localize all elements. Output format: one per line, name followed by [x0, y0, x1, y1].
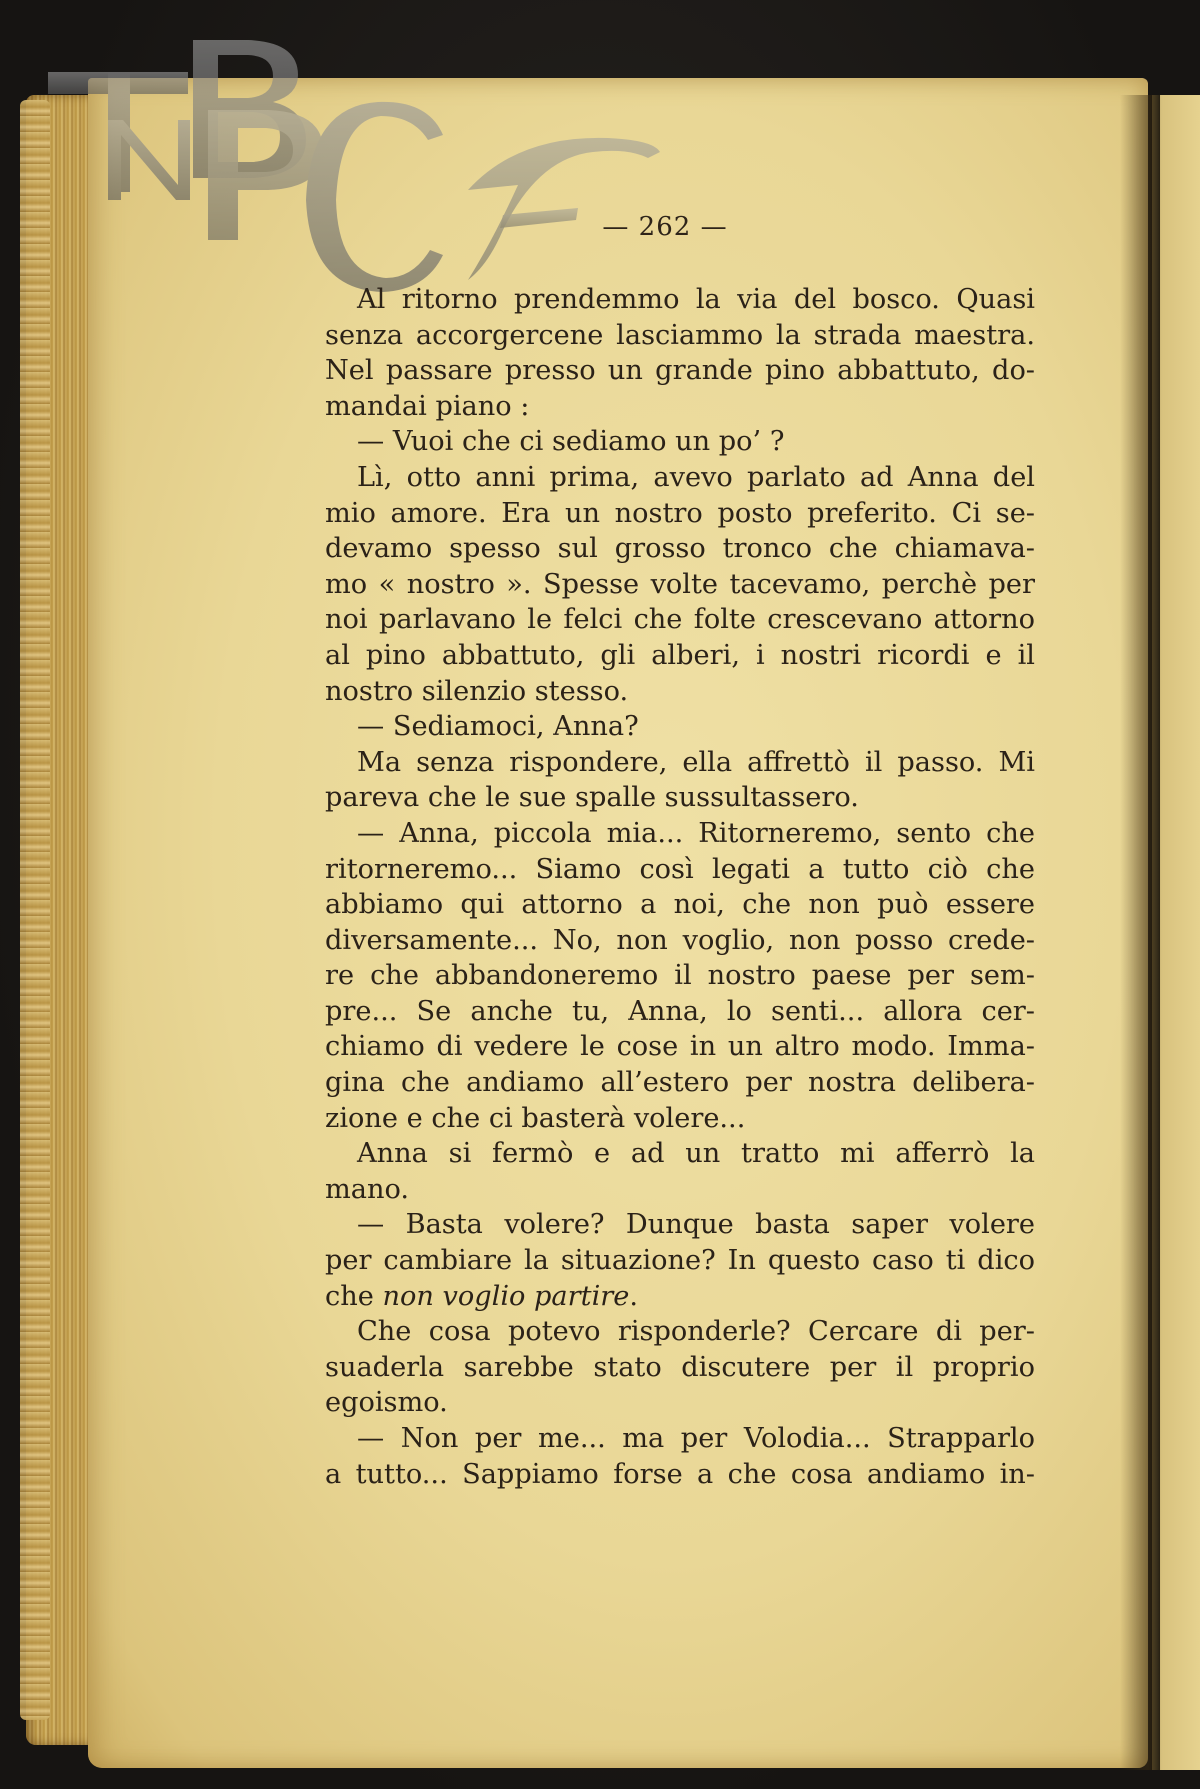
- text-line: [325, 1350, 1035, 1386]
- text-line-content: senza accorgercene lasciammo la strada maestra.: [325, 319, 1035, 351]
- text-line: [325, 1207, 1035, 1243]
- text-line-content: mano.: [325, 1173, 410, 1205]
- text-line-content: — Non per me... ma per Volodia... Strapparlo: [357, 1423, 1035, 1454]
- text-line: [325, 1314, 1035, 1350]
- text-line-content: Che cosa potevo risponderle? Cercare di per-: [357, 1316, 1035, 1348]
- text-line-content: nostro silenzio stesso.: [325, 675, 629, 707]
- torn-page-edges: [20, 100, 50, 1720]
- text-line: [325, 780, 1035, 816]
- text-line-content: al pino abbattuto, gli alberi, i nostri ricordi e il: [325, 639, 1035, 671]
- text-line-content: suaderla sarebbe stato discutere per il proprio: [325, 1351, 1035, 1383]
- italic-phrase: non voglio partire: [382, 1280, 630, 1312]
- text-line-content: Al ritorno prendemmo la via del bosco. Quasi: [357, 284, 1035, 315]
- text-line: [325, 1065, 1035, 1101]
- text-line: [325, 1421, 1035, 1457]
- text-line: [325, 1279, 1035, 1315]
- page-body-text: [325, 282, 1035, 1492]
- text-line-content: chiamo di vedere le cose in un altro modo. Imma-: [325, 1031, 1035, 1063]
- text-line: [325, 923, 1035, 959]
- text-line: [325, 353, 1035, 389]
- page-number: — 262 —: [602, 212, 728, 242]
- text-line: [325, 531, 1035, 567]
- text-line: [325, 567, 1035, 603]
- text-line: [325, 958, 1035, 994]
- text-line-content: abbiamo qui attorno a noi, che non può essere: [325, 889, 1035, 921]
- text-line: [325, 994, 1035, 1030]
- text-line-content: pareva che le sue spalle sussultassero.: [325, 782, 859, 814]
- text-line-content: che: [325, 1280, 383, 1312]
- text-line: [325, 424, 1035, 460]
- text-line: [325, 816, 1035, 852]
- text-line: [325, 1029, 1035, 1065]
- text-line-content: zione e che ci basterà volere...: [325, 1102, 746, 1134]
- text-line: [325, 460, 1035, 496]
- watermark-logo-icon: [48, 40, 708, 300]
- text-line-content: mandai piano :: [325, 390, 530, 422]
- text-line-content: Nel passare presso un grande pino abbattuto, do-: [325, 355, 1035, 387]
- text-line: [325, 1385, 1035, 1421]
- book-gutter: [1120, 95, 1160, 1770]
- text-line: [325, 1136, 1035, 1172]
- text-line-content: — Basta volere? Dunque basta saper volere: [357, 1209, 1035, 1241]
- text-line-content: devamo spesso sul grosso tronco che chiamava-: [325, 533, 1035, 565]
- text-line-content: noi parlavano le felci che folte crescevano attorno: [325, 604, 1035, 636]
- text-line-content: — Sediamoci, Anna?: [357, 711, 639, 743]
- text-line-content: egoismo.: [325, 1387, 448, 1419]
- text-line: [325, 852, 1035, 888]
- text-line-content: Lì, otto anni prima, avevo parlato ad Anna del: [357, 461, 1035, 493]
- text-line-suffix: .: [629, 1280, 639, 1312]
- text-line-content: a tutto... Sappiamo forse a che cosa andiamo in-: [325, 1458, 1035, 1490]
- text-line: [325, 745, 1035, 781]
- text-line: [325, 709, 1035, 745]
- text-line: [325, 1243, 1035, 1279]
- text-line: [325, 318, 1035, 354]
- text-line: [325, 1172, 1035, 1208]
- text-line-content: mio amore. Era un nostro posto preferito. Ci se-: [325, 497, 1035, 529]
- text-line: [325, 496, 1035, 532]
- text-line-content: re che abbandoneremo il nostro paese per sem-: [325, 960, 1035, 992]
- text-line-content: Ma senza rispondere, ella affrettò il passo. Mi: [357, 746, 1035, 778]
- text-line-content: Anna si fermò e ad un tratto mi afferrò la: [357, 1138, 1035, 1170]
- text-line: [325, 1101, 1035, 1137]
- text-line: [325, 602, 1035, 638]
- text-line-content: gina che andiamo all’estero per nostra delibera-: [325, 1067, 1035, 1099]
- text-line-content: diversamente... No, non voglio, non posso crede-: [325, 924, 1035, 956]
- text-line: [325, 389, 1035, 425]
- text-line-content: — Anna, piccola mia... Ritorneremo, sento che: [357, 817, 1035, 849]
- text-line-content: — Vuoi che ci sediamo un po’ ?: [357, 426, 785, 458]
- text-line: [325, 282, 1035, 318]
- text-line-content: per cambiare la situazione? In questo caso ti dico: [325, 1245, 1035, 1277]
- text-line: [325, 1457, 1035, 1493]
- text-line: [325, 638, 1035, 674]
- text-line-content: mo « nostro ». Spesse volte tacevamo, perchè per: [325, 568, 1035, 600]
- text-line-content: ritorneremo... Siamo così legati a tutto ciò che: [325, 853, 1035, 885]
- text-line-content: pre... Se anche tu, Anna, lo senti... allora cer-: [325, 995, 1035, 1027]
- text-line: [325, 674, 1035, 710]
- library-watermark-logo: [48, 40, 708, 300]
- text-line: [325, 887, 1035, 923]
